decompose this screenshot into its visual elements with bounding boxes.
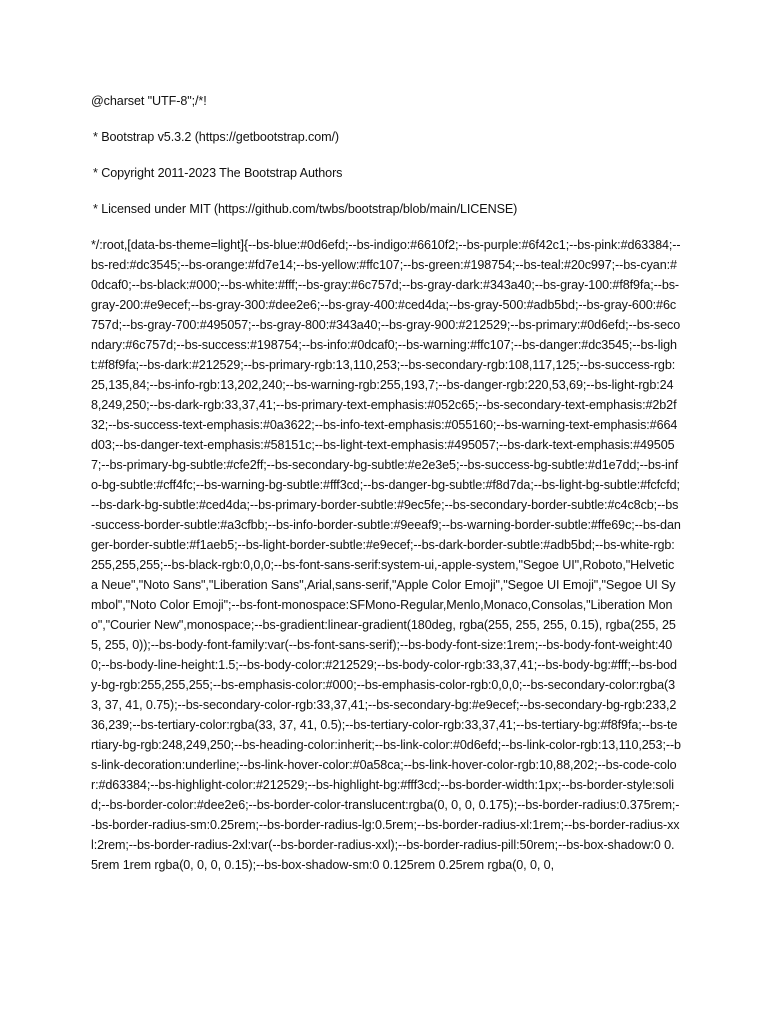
document-text: [91, 91, 681, 875]
charset-line: @charset "UTF-8";/*!: [91, 94, 207, 108]
bootstrap-version-line: * Bootstrap v5.3.2 (https://getbootstrap.com/): [93, 130, 340, 144]
copyright-line: * Copyright 2011-2023 The Bootstrap Authors: [93, 166, 343, 180]
license-line: * Licensed under MIT (https://github.com/twbs/bootstrap/blob/main/LICENSE): [93, 202, 518, 216]
css-variables-body: */:root,[data-bs-theme=light]{--bs-blue:#0d6efd;--bs-indigo:#6610f2;--bs-purple:#6f42c1;--bs-pink:#d63384;--bs-red:#dc3545;--bs-orange:#fd7e14;--bs-yellow:#ffc107;--bs-green:#198754;--bs-teal:#20c997;--bs-cyan:#0dcaf0;--bs-black:#000;--bs-white:#fff;--bs-gray:#6c757d;--bs-gray-dark:#343a40;--bs-gray-100:#f8f9fa;--bs-gray-200:#e9ecef;--bs-gray-300:#dee2e6;--bs-gray-400:#ced4da;--bs-gray-500:#adb5bd;--bs-gray-600:#6c757d;--bs-gray-700:#495057;--bs-gray-800:#343a40;--bs-gray-900:#212529;--bs-primary:#0d6efd;--bs-secondary:#6c757d;--bs-success:#198754;--bs-info:#0dcaf0;--bs-warning:#ffc107;--bs-danger:#dc3545;--bs-light:#f8f9fa;--bs-dark:#212529;--bs-primary-rgb:13,110,253;--bs-secondary-rgb:108,117,125;--bs-success-rgb:25,135,84;--bs-info-rgb:13,202,240;--bs-warning-rgb:255,193,7;--bs-danger-rgb:220,53,69;--bs-light-rgb:248,249,250;--bs-dark-rgb:33,37,41;--bs-primary-text-emphasis:#052c65;--bs-secondary-text-emphasis:#2b2f32;--bs-success-text-emphasis:#0a3622;--bs-info-text-emphasis:#055160;--bs-warning-text-emphasis:#664d03;--bs-danger-text-emphasis:#58151c;--bs-light-text-emphasis:#495057;--bs-dark-text-emphasis:#495057;--bs-primary-bg-subtle:#cfe2ff;--bs-secondary-bg-subtle:#e2e3e5;--bs-success-bg-subtle:#d1e7dd;--bs-info-bg-subtle:#cff4fc;--bs-warning-bg-subtle:#fff3cd;--bs-danger-bg-subtle:#f8d7da;--bs-light-bg-subtle:#fcfcfd;--bs-dark-bg-subtle:#ced4da;--bs-primary-border-subtle:#9ec5fe;--bs-secondary-border-subtle:#c4c8cb;--bs-success-border-subtle:#a3cfbb;--bs-info-border-subtle:#9eeaf9;--bs-warning-border-subtle:#ffe69c;--bs-danger-border-subtle:#f1aeb5;--bs-light-border-subtle:#e9ecef;--bs-dark-border-subtle:#adb5bd;--bs-white-rgb:255,255,255;--bs-black-rgb:0,0,0;--bs-font-sans-serif:system-ui,-apple-system,"Segoe UI",Roboto,"Helvetica Neue","Noto Sans","Liberation Sans",Arial,sans-serif,"Apple Color Emoji","Segoe UI Emoji","Segoe UI Symbol","Noto Color Emoji";--bs-font-monospace:SFMono-Regular,Menlo,Monaco,Consolas,"Liberation Mono","Courier New",monospace;--bs-gradient:linear-gradient(180deg, rgba(255, 255, 255, 0.15), rgba(255, 255, 255, 0));--bs-body-font-family:var(--bs-font-sans-serif);--bs-body-font-size:1rem;--bs-body-font-weight:400;--bs-body-line-height:1.5;--bs-body-color:#212529;--bs-body-color-rgb:33,37,41;--bs-body-bg:#fff;--bs-body-bg-rgb:255,255,255;--bs-emphasis-color:#000;--bs-emphasis-color-rgb:0,0,0;--bs-secondary-color:rgba(33, 37, 41, 0.75);--bs-secondary-color-rgb:33,37,41;--bs-secondary-bg:#e9ecef;--bs-secondary-bg-rgb:233,236,239;--bs-tertiary-color:rgba(33, 37, 41, 0.5);--bs-tertiary-color-rgb:33,37,41;--bs-tertiary-bg:#f8f9fa;--bs-tertiary-bg-rgb:248,249,250;--bs-heading-color:inherit;--bs-link-color:#0d6efd;--bs-link-color-rgb:13,110,253;--bs-link-decoration:underline;--bs-link-hover-color:#0a58ca;--bs-link-hover-color-rgb:10,88,202;--bs-code-color:#d63384;--bs-highlight-color:#212529;--bs-highlight-bg:#fff3cd;--bs-border-width:1px;--bs-border-style:solid;--bs-border-color:#dee2e6;--bs-border-color-translucent:rgba(0, 0, 0, 0.175);--bs-border-radius:0.375rem;--bs-border-radius-sm:0.25rem;--bs-border-radius-lg:0.5rem;--bs-border-radius-xl:1rem;--bs-border-radius-xxl:2rem;--bs-border-radius-2xl:var(--bs-border-radius-xxl);--bs-border-radius-pill:50rem;--bs-box-shadow:0 0.5rem 1rem rgba(0, 0, 0, 0.15);--bs-box-shadow-sm:0 0.125rem 0.25rem rgba(0, 0, 0,: [91, 238, 681, 872]
